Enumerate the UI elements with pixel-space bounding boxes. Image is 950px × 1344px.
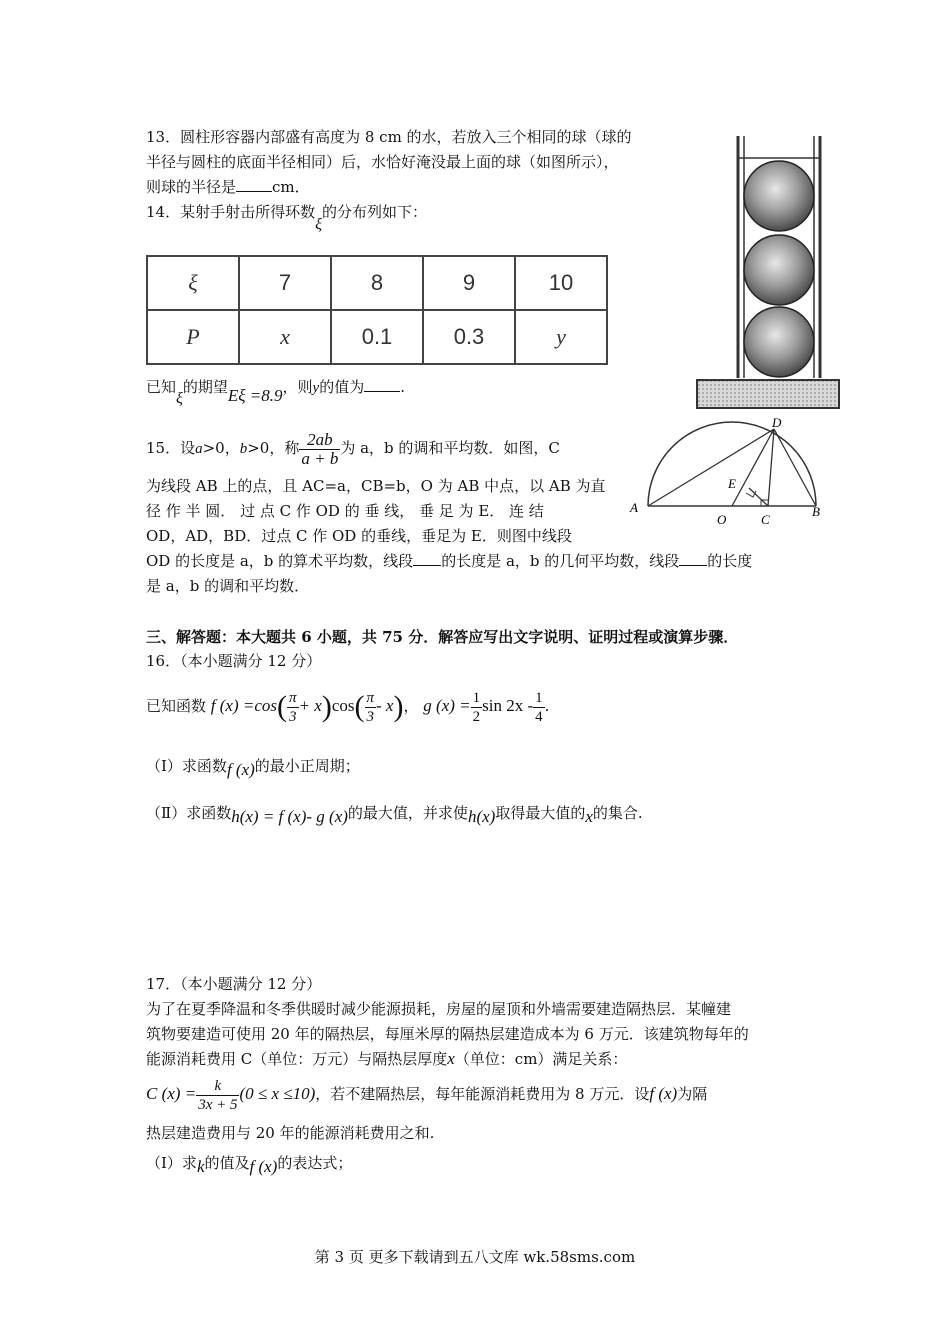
pi-over-3-fraction: $\frac{\pi}{3}$ xyxy=(366,689,375,725)
q15-a: a xyxy=(195,441,203,457)
q16-period: . xyxy=(544,697,550,715)
q16-title: 16．（本小题满分 12 分） xyxy=(146,652,322,670)
q17-part1-b: 的值及 xyxy=(204,1154,250,1172)
q14-cond-b: 的期望 xyxy=(182,378,228,396)
q16-part1-a: （Ⅰ）求函数 xyxy=(146,757,227,775)
q14-cond-d: 的值为 xyxy=(319,378,365,396)
q15-line1 xyxy=(146,428,560,469)
right-angle-E xyxy=(746,491,756,497)
g-definition: g (x) = xyxy=(423,696,471,715)
q13-line1: 13．圆柱形容器内部盛有高度为 8 cm 的水，若放入三个相同的球（球的 xyxy=(146,128,632,146)
table-cell: 10 xyxy=(515,256,607,310)
distribution-table xyxy=(146,255,608,365)
sphere-middle xyxy=(744,235,814,305)
q16-given: 已知函数 xyxy=(146,697,207,715)
q16-comma: ， xyxy=(403,697,419,715)
f-definition: f (x) =cos xyxy=(210,696,278,715)
q15-blank-1 xyxy=(413,550,441,566)
q17-line1: 为了在夏季降温和冬季供暖时减少能源损耗，房屋的屋顶和外墙需要建造隔热层．某幢建 xyxy=(146,1000,732,1018)
q15-l5c: 的长度 xyxy=(707,552,753,570)
q16-part1 xyxy=(146,755,360,777)
paren-open: ( xyxy=(277,690,288,723)
q14-text-a: 14．某射手射击所得环数 xyxy=(146,203,316,221)
q17-cost-function xyxy=(146,1072,707,1116)
q15-l1c: >0，称 xyxy=(247,439,300,457)
table-row xyxy=(147,310,607,364)
q17-l3b: （单位：cm）满足关系： xyxy=(454,1050,628,1068)
q15-l5a: OD 的长度是 a，b 的算术平均数，线段 xyxy=(146,552,414,570)
q14-xi: ξ xyxy=(315,216,322,233)
pi-over-3-fraction: $\frac{\pi}{3}$ xyxy=(289,689,297,725)
q17-l4f: f (x) xyxy=(649,1084,678,1103)
sphere-top xyxy=(744,161,814,231)
paren-close: ) xyxy=(321,690,332,723)
harmonic-mean-fraction: $\frac{2ab}{a + b}$ xyxy=(301,429,339,468)
label-B: B xyxy=(812,504,820,519)
q16-definition xyxy=(146,684,549,729)
q15-line5 xyxy=(146,550,752,572)
q16-part1-b: 的最小正周期； xyxy=(254,757,360,775)
q15-line4: OD，AD，BD．过点 C 作 OD 的垂线，垂足为 E．则图中线段 xyxy=(146,527,572,545)
q17-part1-f: f (x) xyxy=(249,1157,278,1176)
domain-range: (0 ≤ x ≤10) xyxy=(239,1084,316,1103)
cos-2: cos xyxy=(331,696,355,715)
q17-title: 17．（本小题满分 12 分） xyxy=(146,975,322,993)
section-3-heading: 三、解答题：本大题共 6 小题，共 75 分．解答应写出文字说明、证明过程或演算步骤． xyxy=(146,628,739,646)
table-cell: P xyxy=(147,310,239,364)
q13-line2: 半径与圆柱的底面半径相同）后，水恰好淹没最上面的球（如图所示）， xyxy=(146,153,619,171)
sphere-bottom xyxy=(744,307,814,377)
q14-answer-blank xyxy=(364,376,400,392)
sin-part: sin 2x - xyxy=(482,696,534,715)
k-fraction: $\frac{k}{3x + 5}$ xyxy=(198,1077,238,1113)
q14-cond-e: . xyxy=(400,378,406,396)
semicircle-figure xyxy=(622,416,836,532)
q14-cond-y: y xyxy=(312,380,320,396)
q13-answer-blank xyxy=(236,176,272,192)
q15-l5b: 的长度是 a，b 的几何平均数，线段 xyxy=(441,552,680,570)
q17-part1-a: （Ⅰ）求 xyxy=(146,1154,197,1172)
segment-CD xyxy=(768,429,774,506)
q13-unit: cm． xyxy=(272,178,310,196)
q14-cond-c: ，则 xyxy=(282,378,313,396)
one-half-fraction: $\frac{1}{2}$ xyxy=(472,689,481,725)
q17-line2: 筑物要建造可使用 20 年的隔热层，每厘米厚的隔热层建造成本为 6 万元．该建筑物每年的 xyxy=(146,1025,749,1043)
one-quarter-fraction: $\frac{1}{4}$ xyxy=(535,689,543,725)
c-definition: C (x) = xyxy=(146,1084,197,1103)
q16-part2-c: 取得最大值的 xyxy=(495,804,586,822)
q16-part2 xyxy=(146,802,643,824)
q16-part2-x: x xyxy=(585,807,593,826)
segment-OD xyxy=(732,429,774,506)
q14-expectation: Eξ =8.9 xyxy=(227,386,283,405)
q16-part2-a: （Ⅱ）求函数 xyxy=(146,804,232,822)
segment-CE xyxy=(749,488,768,506)
table-cell: x xyxy=(239,310,331,364)
segment-BD xyxy=(774,429,816,506)
q15-line2: 为线段 AB 上的点，且 AC=a，CB=b，O 为 AB 中点，以 AB 为直 xyxy=(146,477,606,495)
label-A: A xyxy=(630,500,638,515)
cylinder-spheres-figure xyxy=(694,132,844,412)
page-footer: 第 3 页 更多下载请到五八文库 wk.58sms.com xyxy=(314,1248,636,1266)
table-cell: 9 xyxy=(423,256,515,310)
q14-cond-xi: ξ xyxy=(176,390,183,407)
q15-l1a: 15．设 xyxy=(146,439,196,457)
q16-part2-h2: h(x) xyxy=(467,807,496,826)
q16-part2-d: 的集合. xyxy=(592,804,643,822)
q15-l1d: 为 a，b 的调和平均数．如图，C xyxy=(340,439,560,457)
label-E: E xyxy=(728,476,736,491)
q14-cond-a: 已知 xyxy=(146,378,177,396)
q17-l3a: 能源消耗费用 C（单位：万元）与隔热层厚度 xyxy=(146,1050,448,1068)
base-plate xyxy=(697,380,839,408)
q14-line1 xyxy=(146,201,427,233)
q15-line3: 径 作 半 圆． 过 点 C 作 OD 的 垂 线， 垂 足 为 E． 连 结 xyxy=(146,502,544,520)
q17-l3x: x xyxy=(447,1049,455,1068)
q15-line6: 是 a，b 的调和平均数． xyxy=(146,577,310,595)
semicircle-arc xyxy=(648,422,816,506)
plus-x: + x xyxy=(298,696,322,715)
q16-part2-h: h(x) = f (x)- g (x) xyxy=(231,807,348,826)
q14-text-b: 的分布列如下： xyxy=(321,203,427,221)
minus-x: - x xyxy=(376,696,394,715)
q13-text: 则球的半径是 xyxy=(146,178,237,196)
table-cell: 0.3 xyxy=(423,310,515,364)
q17-part1-c: 的表达式； xyxy=(277,1154,353,1172)
q17-part1-k: k xyxy=(196,1157,205,1176)
q16-part2-b: 的最大值，并求使 xyxy=(347,804,468,822)
label-O: O xyxy=(717,512,727,527)
paren-close: ) xyxy=(393,690,404,723)
table-cell: 7 xyxy=(239,256,331,310)
q16-part1-f: f (x) xyxy=(226,760,255,779)
paren-open: ( xyxy=(354,690,365,723)
q17-l4b: ，若不建隔热层，每年能源消耗费用为 8 万元．设 xyxy=(315,1085,650,1103)
q17-l4c: 为隔 xyxy=(677,1085,708,1103)
q17-line5: 热层建造费用与 20 年的能源消耗费用之和. xyxy=(146,1124,435,1142)
label-D: D xyxy=(772,416,782,430)
q17-part1 xyxy=(146,1152,352,1174)
q15-b: b xyxy=(239,441,248,457)
table-cell: y xyxy=(515,310,607,364)
q13-line3 xyxy=(146,176,310,198)
label-C: C xyxy=(761,512,770,527)
table-row xyxy=(147,256,607,310)
table-cell: 8 xyxy=(331,256,423,310)
q15-l1b: >0， xyxy=(202,439,240,457)
q15-blank-2 xyxy=(679,550,707,566)
q14-condition xyxy=(146,376,406,407)
q17-line3 xyxy=(146,1048,627,1070)
table-cell: ξ xyxy=(147,256,239,310)
table-cell: 0.1 xyxy=(331,310,423,364)
